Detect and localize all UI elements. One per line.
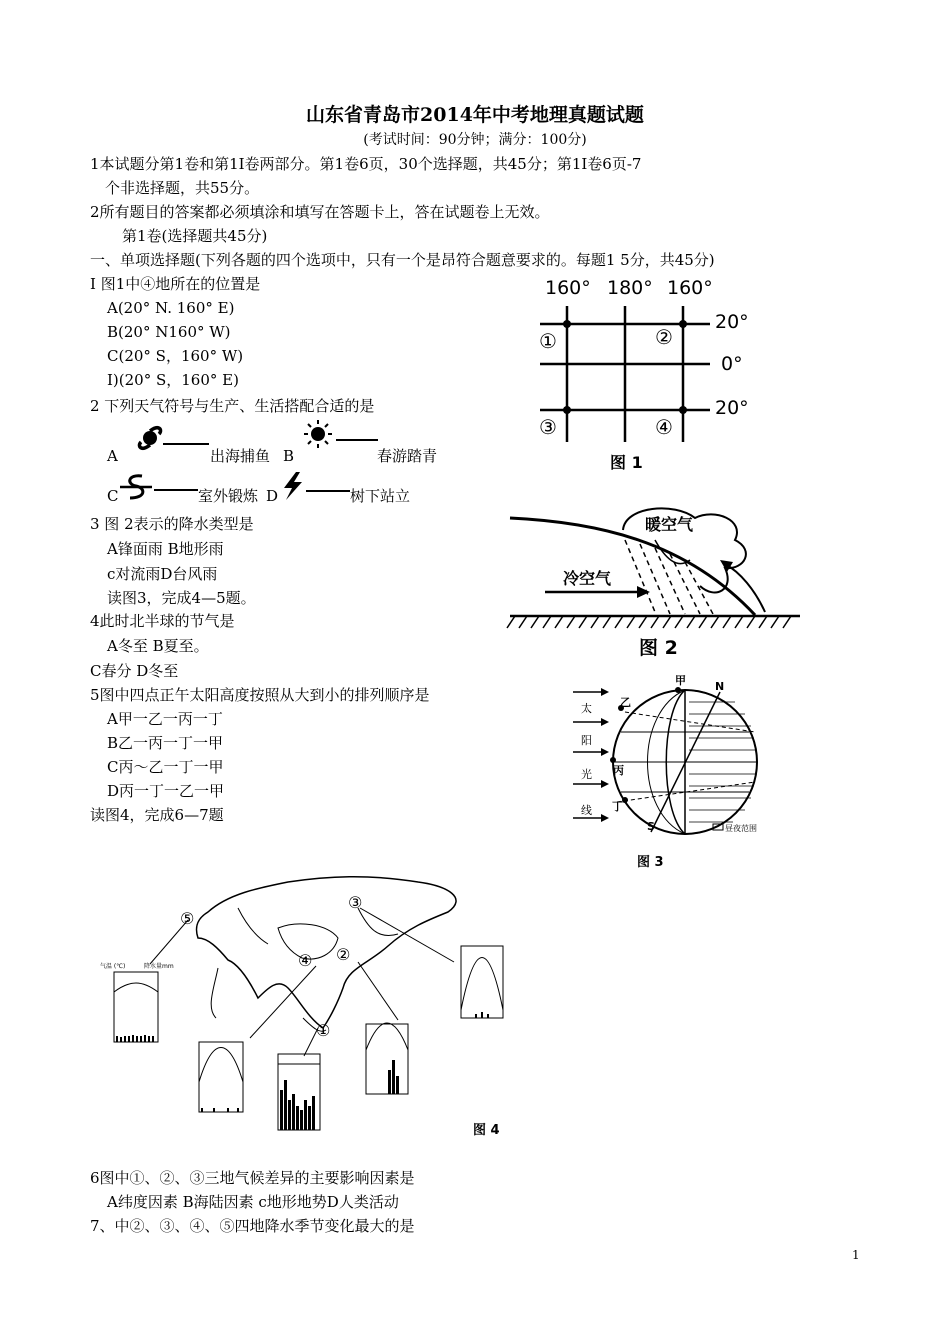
figure-1-grid: [505, 272, 765, 482]
fig3-n: N: [715, 680, 725, 693]
fig1-caption: 图 1: [610, 453, 643, 472]
q2-b-text: 春游踏青: [377, 447, 438, 465]
fig3-sun-2: 阳: [581, 734, 592, 747]
q4-stem: 4此时北半球的节气是: [90, 612, 235, 630]
fig1-lon-1: 160°: [545, 277, 591, 299]
read-fig3: 读图3，完成4—5题。: [107, 589, 256, 607]
fig2-warm-air: 暖空气: [645, 515, 694, 534]
fig3-sun-4: 线: [581, 804, 592, 817]
q1-stem: I 图1中④地所在的位置是: [90, 275, 261, 293]
fig3-legend: 昼夜范围: [725, 824, 757, 833]
q1-option-d: I)(20° S，160° E): [107, 371, 239, 389]
q1-option-b: B(20° N160° W): [107, 323, 231, 341]
instruction-2: 2所有题目的答案都必须填涂和填写在答题卡上，答在试题卷上无效。: [90, 203, 550, 221]
q5-option-a: A甲一乙一丙一丁: [107, 710, 223, 728]
fig2-cold-air: 冷空气: [563, 569, 612, 588]
instruction-1: 1本试题分第1卷和第1I卷两部分。第1卷6页，30个选择题，共45分；第1I卷6页-7: [90, 155, 642, 173]
page-title: 山东省青岛市2014年中考地理真题试题: [306, 104, 644, 126]
chart5-temp-label: 气温 (℃): [100, 963, 126, 970]
fig1-lat-2: 0°: [721, 353, 743, 375]
climate-chart-2: [350, 1010, 440, 1102]
q2-d-letter: D: [266, 487, 279, 505]
fig3-sun-3: 光: [581, 768, 592, 781]
fig1-lon-3: 160°: [667, 277, 713, 299]
q1-option-c: C(20° S，160° W): [107, 347, 244, 365]
fig4-marker-3: ③: [348, 893, 363, 912]
fig3-sun-1: 太: [581, 702, 592, 715]
section-title: 一、单项选择题(下列各题的四个选项中，只有一个是昂符合题意要求的。每题1 5分，共45分): [90, 251, 715, 269]
q2-c-letter: C: [107, 487, 119, 505]
fig2-caption: 图 2: [639, 637, 678, 659]
q5-stem: 5图中四点正午太阳高度按照从大到小的排列顺序是: [90, 686, 430, 704]
q2-a-text: 出海捕鱼: [210, 447, 271, 465]
read-fig4: 读图4，完成6—7题: [90, 806, 224, 824]
q2-c-text: 室外锻炼: [198, 487, 259, 505]
part1-title: 第1卷(选择题共45分): [122, 227, 268, 245]
q3-stem: 3 图 2表示的降水类型是: [90, 515, 254, 533]
fig3-yi: 乙: [620, 696, 631, 709]
answer-line: [306, 482, 352, 496]
exam-info: (考试时间：90分钟；满分：100分): [363, 132, 587, 148]
fig1-point-3: ③: [539, 415, 557, 439]
q3-options-ab: A锋面雨 B地形雨: [107, 540, 224, 558]
sandstorm-weather-icon: [118, 470, 200, 506]
fig1-lat-3: 20°: [715, 397, 749, 419]
chart5-precip-label: 降水量mm: [144, 963, 174, 970]
q2-d-text: 树下站立: [350, 487, 411, 505]
fig1-lon-2: 180°: [607, 277, 653, 299]
climate-chart-1: [258, 1040, 338, 1136]
fig3-s: S: [647, 820, 655, 833]
fig3-bing: 丙: [613, 764, 624, 777]
fig1-point-1: ①: [539, 329, 557, 353]
q5-option-d: D丙一丁一乙一甲: [107, 782, 225, 800]
q1-option-a: A(20° N. 160° E): [107, 299, 235, 317]
fig3-caption: 图 3: [637, 855, 664, 870]
q6-stem: 6图中①、②、③三地气候差异的主要影响因素是: [90, 1169, 415, 1187]
typhoon-weather-icon: [135, 420, 213, 456]
q4-options-cd: C春分 D冬至: [90, 662, 179, 680]
fig4-marker-1: ①: [316, 1021, 331, 1040]
instruction-1-cont: 个非选择题，共55分。: [105, 179, 260, 197]
fig3-jia: 甲: [675, 674, 686, 687]
figure-2-frontal-rain: [505, 500, 805, 665]
fig1-point-2: ②: [655, 325, 673, 349]
q5-option-b: B乙一丙一丁一甲: [107, 734, 224, 752]
fig1-point-4: ④: [655, 415, 673, 439]
q2-stem: 2 下列天气符号与生产、生活搭配合适的是: [90, 397, 375, 415]
fig3-ding: 丁: [612, 800, 623, 813]
fig4-marker-2: ②: [336, 945, 351, 964]
figure-3-globe: [565, 672, 780, 872]
sunny-weather-icon: [300, 418, 380, 454]
q2-b-letter: B: [283, 447, 295, 465]
fig4-marker-4: ④: [298, 951, 313, 970]
q5-option-c: C丙～乙一丁一甲: [107, 758, 224, 776]
page-number: 1: [852, 1248, 860, 1262]
fig1-lat-1: 20°: [715, 311, 749, 333]
climate-chart-5: [100, 960, 190, 1046]
fig4-caption: 图 4: [473, 1123, 500, 1138]
q2-a-letter: A: [107, 447, 118, 465]
q3-options-cd: c对流雨D台风雨: [107, 565, 218, 583]
climate-chart-3: [445, 930, 535, 1026]
lightning-weather-icon: [278, 470, 308, 502]
q7-stem: 7、中②、③、④、⑤四地降水季节变化最大的是: [90, 1217, 415, 1235]
q6-options: A纬度因素 B海陆因素 c地形地势D人类活动: [107, 1193, 399, 1211]
q4-options-ab: A冬至 B夏至。: [107, 637, 209, 655]
fig4-marker-5: ⑤: [180, 909, 195, 928]
